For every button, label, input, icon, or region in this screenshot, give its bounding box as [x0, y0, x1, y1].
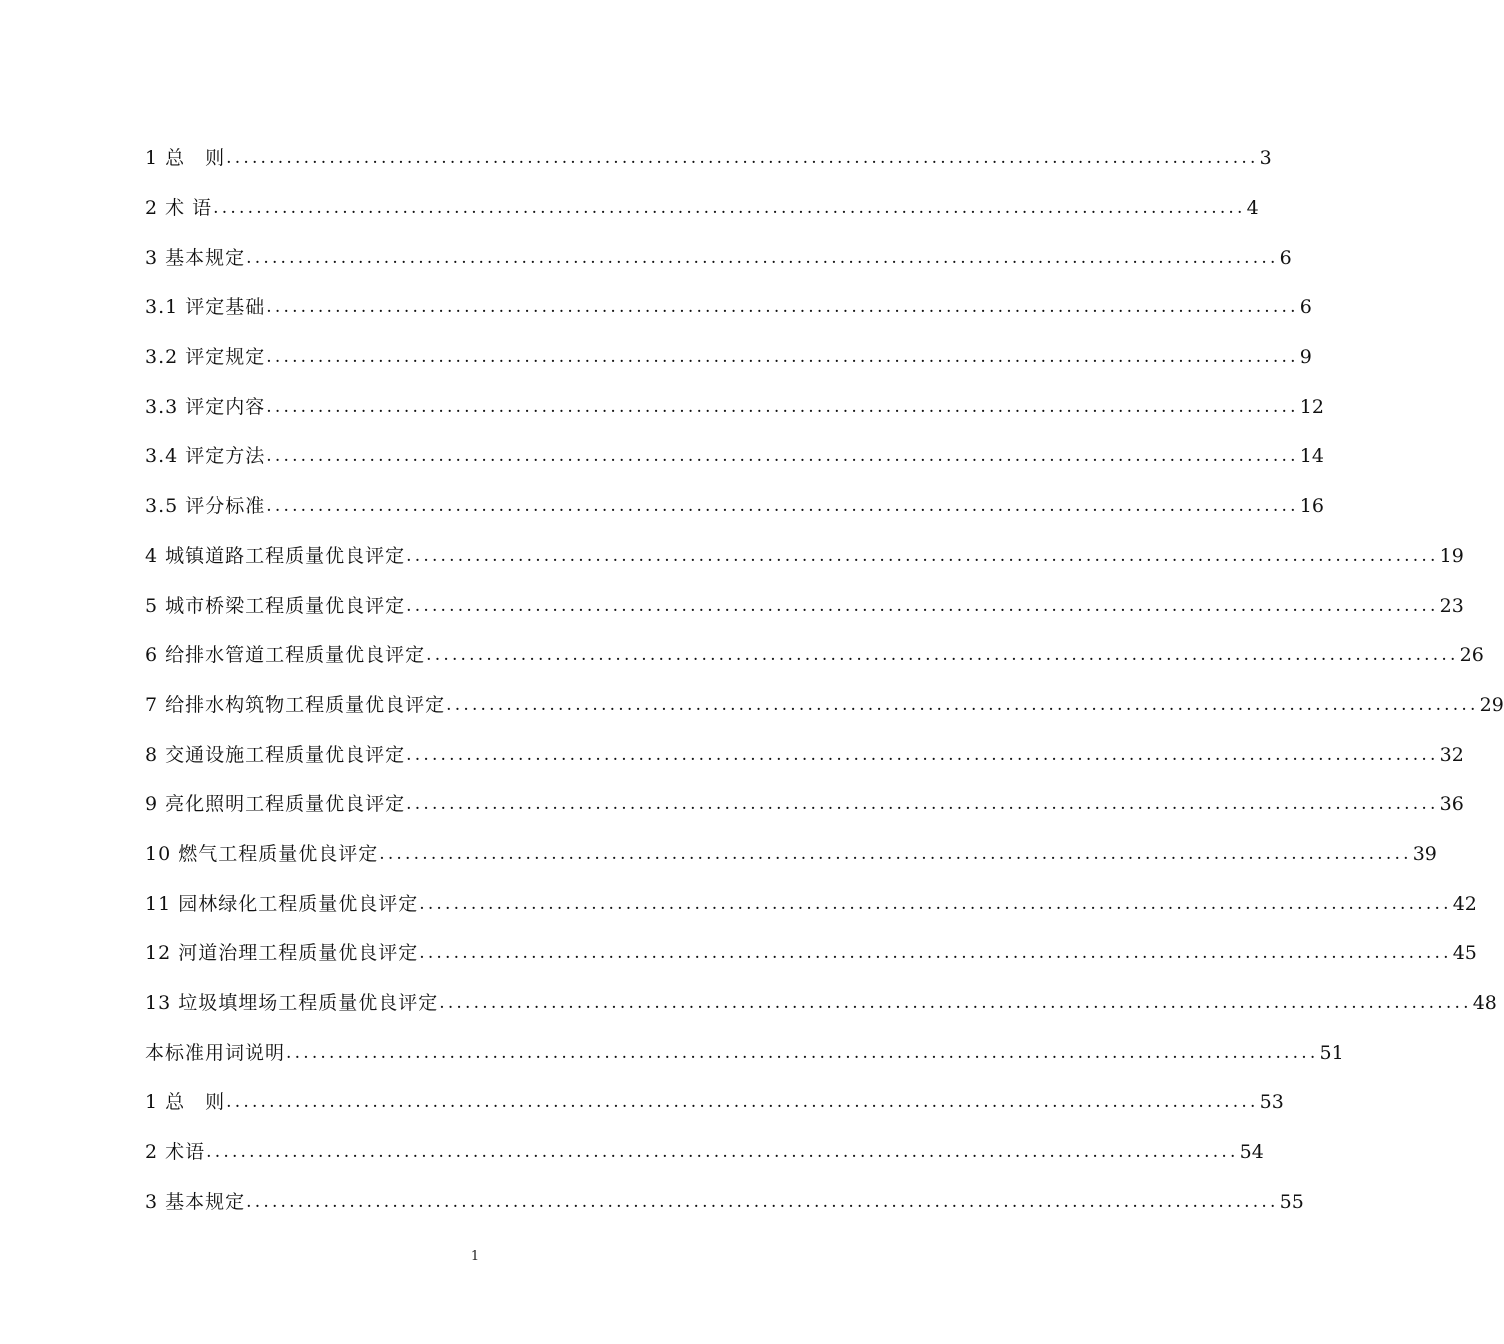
toc-entry-page-number: 55 [1279, 1190, 1304, 1213]
toc-entry-title: 3.5 评分标准 [145, 495, 266, 518]
dot-leader: ........................................................................................................................ [266, 347, 1299, 368]
toc-entry[interactable] [145, 1028, 1344, 1078]
toc-entry-page-number: 16 [1299, 495, 1324, 518]
toc-entry[interactable] [145, 333, 1312, 383]
toc-entry-title: 本标准用词说明 [145, 1041, 286, 1064]
toc-entry-page-number: 26 [1459, 644, 1484, 667]
toc-entry-page-number: 32 [1439, 743, 1464, 766]
toc-entry-title: 11 园林绿化工程质量优良评定 [145, 892, 419, 915]
toc-entry-page-number: 36 [1439, 793, 1464, 816]
dot-leader: ........................................................................................................................ [226, 148, 1259, 169]
toc-entry[interactable] [145, 631, 1484, 681]
toc-entry[interactable] [145, 780, 1464, 830]
toc-entry-title: 12 河道治理工程质量优良评定 [145, 942, 419, 965]
toc-entry-page-number: 4 [1246, 197, 1259, 220]
dot-leader: ........................................................................................................................ [406, 545, 1439, 566]
toc-entry[interactable] [145, 382, 1324, 432]
toc-entry-title: 1 总 则 [145, 1091, 226, 1114]
toc-entry-page-number: 14 [1299, 445, 1324, 468]
toc-entry-title: 8 交通设施工程质量优良评定 [145, 743, 406, 766]
toc-entry-title: 3.1 评定基础 [145, 296, 266, 319]
dot-leader: ........................................................................................................................ [246, 247, 1279, 268]
dot-leader: ........................................................................................................................ [446, 694, 1479, 715]
dot-leader: ........................................................................................................................ [206, 1142, 1239, 1163]
toc-entry-page-number: 12 [1299, 395, 1324, 418]
toc-entry-title: 2 术语 [145, 1141, 206, 1164]
toc-entry[interactable] [145, 1128, 1264, 1178]
toc-entry-page-number: 48 [1472, 992, 1497, 1015]
toc-entry-title: 9 亮化照明工程质量优良评定 [145, 793, 406, 816]
toc-entry-page-number: 39 [1412, 842, 1437, 865]
toc-entry[interactable] [145, 482, 1324, 532]
toc-entry-title: 3 基本规定 [145, 246, 246, 269]
toc-entry-page-number: 51 [1319, 1041, 1344, 1064]
toc-entry[interactable] [145, 581, 1464, 631]
toc-entry-page-number: 3 [1259, 147, 1272, 170]
page-number: 1 [470, 1249, 480, 1264]
toc-entry[interactable] [145, 1078, 1284, 1128]
dot-leader: ........................................................................................................................ [406, 744, 1439, 765]
dot-leader: ........................................................................................................................ [286, 1042, 1319, 1063]
dot-leader: ........................................................................................................................ [406, 794, 1439, 815]
dot-leader: ........................................................................................................................ [419, 943, 1452, 964]
toc-entry-title: 3 基本规定 [145, 1190, 246, 1213]
toc-entry-title: 3.3 评定内容 [145, 395, 266, 418]
toc-entry-title: 13 垃圾填埋场工程质量优良评定 [145, 992, 439, 1015]
dot-leader: ........................................................................................................................ [379, 843, 1412, 864]
dot-leader: ........................................................................................................................ [266, 496, 1299, 517]
toc-entry[interactable] [145, 283, 1312, 333]
toc-entry-page-number: 53 [1259, 1091, 1284, 1114]
toc-entry-page-number: 23 [1439, 594, 1464, 617]
toc-entry-page-number: 6 [1279, 246, 1292, 269]
toc-entry-page-number: 29 [1479, 693, 1504, 716]
toc-entry-title: 6 给排水管道工程质量优良评定 [145, 644, 426, 667]
toc-entry-page-number: 19 [1439, 544, 1464, 567]
toc-entry[interactable] [145, 830, 1437, 880]
toc-entry[interactable] [145, 184, 1259, 234]
toc-entry-title: 3.2 评定规定 [145, 346, 266, 369]
toc-entry[interactable] [145, 879, 1477, 929]
dot-leader: ........................................................................................................................ [246, 1191, 1279, 1212]
toc-entry[interactable] [145, 432, 1324, 482]
dot-leader: ........................................................................................................................ [266, 396, 1299, 417]
toc-entry[interactable] [145, 730, 1464, 780]
toc-entry-page-number: 42 [1452, 892, 1477, 915]
toc-entry-title: 10 燃气工程质量优良评定 [145, 842, 379, 865]
toc-entry-title: 1 总 则 [145, 147, 226, 170]
dot-leader: ........................................................................................................................ [226, 1092, 1259, 1113]
toc-entry[interactable] [145, 681, 1504, 731]
toc-entry-page-number: 6 [1299, 296, 1312, 319]
dot-leader: ........................................................................................................................ [266, 297, 1299, 318]
toc-entry[interactable] [145, 233, 1292, 283]
toc-entry-title: 5 城市桥梁工程质量优良评定 [145, 594, 406, 617]
dot-leader: ........................................................................................................................ [266, 446, 1299, 467]
toc-entry[interactable] [145, 532, 1464, 582]
toc-entry[interactable] [145, 979, 1497, 1029]
dot-leader: ........................................................................................................................ [419, 893, 1452, 914]
toc-entry-title: 4 城镇道路工程质量优良评定 [145, 544, 406, 567]
dot-leader: ........................................................................................................................ [406, 595, 1439, 616]
table-of-contents [145, 134, 1504, 1227]
toc-entry[interactable] [145, 134, 1272, 184]
toc-entry-page-number: 54 [1239, 1141, 1264, 1164]
dot-leader: ........................................................................................................................ [213, 198, 1246, 219]
toc-entry-title: 3.4 评定方法 [145, 445, 266, 468]
toc-entry[interactable] [145, 1177, 1304, 1227]
toc-entry-title: 7 给排水构筑物工程质量优良评定 [145, 693, 446, 716]
toc-entry-page-number: 9 [1299, 346, 1312, 369]
toc-entry[interactable] [145, 929, 1477, 979]
toc-entry-title: 2 术 语 [145, 197, 213, 220]
dot-leader: ........................................................................................................................ [426, 645, 1459, 666]
dot-leader: ........................................................................................................................ [439, 993, 1472, 1014]
toc-entry-page-number: 45 [1452, 942, 1477, 965]
